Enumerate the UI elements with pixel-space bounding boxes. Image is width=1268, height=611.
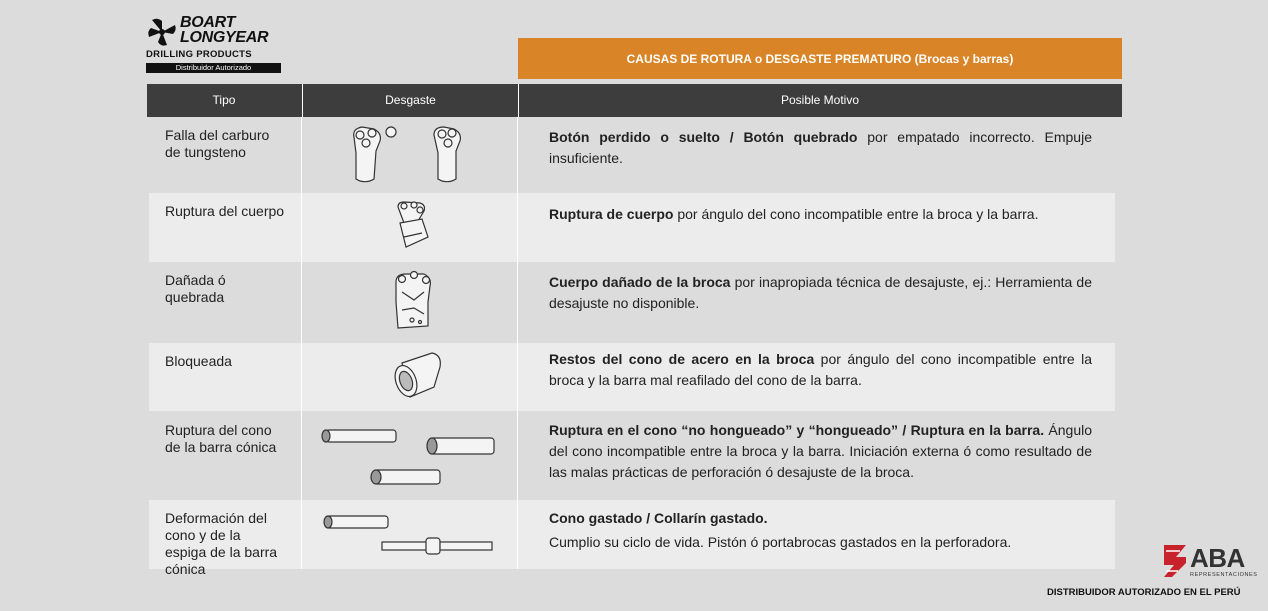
row-tipo: Ruptura del cono de la barra cónica bbox=[165, 422, 277, 455]
broken-body-icon bbox=[302, 193, 517, 262]
motivo-text: Ángulo del cono incompatible entre la broca y la barra. Iniciación externa ó como resultado de las malas prácticas de perforación ó desajuste de la broca. bbox=[549, 422, 1092, 480]
motivo-bold: Cono gastado / Collarín gastado. bbox=[549, 510, 768, 526]
row-motivo bbox=[549, 272, 1092, 314]
row-tipo: Falla del carburo de tungsteno bbox=[165, 127, 270, 160]
row-tipo: Deformación del cono y de la espiga de la barra cónica bbox=[165, 510, 278, 577]
table-header bbox=[147, 84, 1122, 117]
motivo-text: por ángulo del cono incompatible entre la broca y la barra mal reafilado del cono de la barra. bbox=[549, 351, 1092, 388]
header-desgaste: Desgaste bbox=[302, 84, 519, 117]
motivo-bold: Botón perdido o suelto / Botón quebrado bbox=[549, 129, 858, 145]
row-tipo: Ruptura del cuerpo bbox=[165, 203, 285, 219]
brand-name bbox=[180, 15, 268, 45]
brand-subtitle: DRILLING PRODUCTS bbox=[146, 49, 252, 60]
damaged-bit-icon bbox=[302, 262, 517, 342]
header-tipo: Tipo bbox=[212, 93, 236, 107]
header-motivo: Posible Motivo bbox=[780, 93, 860, 107]
row-tipo: Dañada ó quebrada bbox=[165, 272, 226, 305]
table-row bbox=[149, 412, 1115, 499]
aba-mark-icon bbox=[1162, 543, 1188, 579]
column-divider bbox=[517, 117, 518, 569]
table-row bbox=[149, 117, 1115, 192]
table-row bbox=[149, 500, 1115, 577]
aba-sub: REPRESENTACIONES bbox=[1190, 572, 1258, 578]
row-motivo bbox=[549, 349, 1092, 391]
motivo-bold: Cuerpo dañado de la broca bbox=[549, 274, 731, 290]
brand-name-line2: LONGYEAR bbox=[180, 29, 269, 46]
motivo-text: por inapropiada técnica de desajuste, ej.: Herramienta de desajuste no disponible. bbox=[549, 274, 1092, 311]
boart-longyear-mark-icon bbox=[146, 17, 178, 47]
blocked-bit-icon bbox=[302, 343, 517, 411]
row-motivo bbox=[549, 204, 1092, 225]
row-tipo: Bloqueada bbox=[165, 353, 232, 369]
worn-taper-rods-icon bbox=[302, 500, 517, 569]
aba-logo bbox=[1162, 543, 1258, 583]
motivo-bold: Ruptura en el cono “no hongueado” y “hongueado” / Ruptura en la barra. bbox=[549, 422, 1045, 438]
button-bit-icon bbox=[302, 117, 517, 192]
row-motivo bbox=[549, 508, 1092, 553]
distributor-text: DISTRIBUIDOR AUTORIZADO EN EL PERÚ bbox=[1047, 587, 1241, 598]
motivo-text: Cumplio su ciclo de vida. Pistón ó portabrocas gastados en la perforadora. bbox=[549, 534, 1012, 550]
motivo-text: por ángulo del cono incompatible entre la broca y la barra. bbox=[673, 206, 1039, 222]
aba-text: ABA bbox=[1190, 543, 1245, 573]
table-row bbox=[149, 193, 1115, 262]
boart-longyear-logo bbox=[146, 15, 282, 75]
row-motivo bbox=[549, 127, 1092, 169]
brand-tag: Distribuidor Autorizado bbox=[146, 63, 281, 73]
row-motivo bbox=[549, 420, 1092, 483]
motivo-text: por empatado incorrecto. Empuje insuficiente. bbox=[549, 129, 1092, 166]
brand-name-line1: BOART bbox=[180, 14, 236, 31]
broken-taper-rods-icon bbox=[302, 412, 517, 499]
table-row bbox=[149, 262, 1115, 342]
motivo-bold: Ruptura de cuerpo bbox=[549, 206, 674, 222]
motivo-bold: Restos del cono de acero en la broca bbox=[549, 351, 815, 367]
banner-title: CAUSAS DE ROTURA o DESGASTE PREMATURO (Brocas y barras) bbox=[518, 38, 1122, 79]
table-row bbox=[149, 343, 1115, 411]
column-divider bbox=[301, 117, 302, 569]
